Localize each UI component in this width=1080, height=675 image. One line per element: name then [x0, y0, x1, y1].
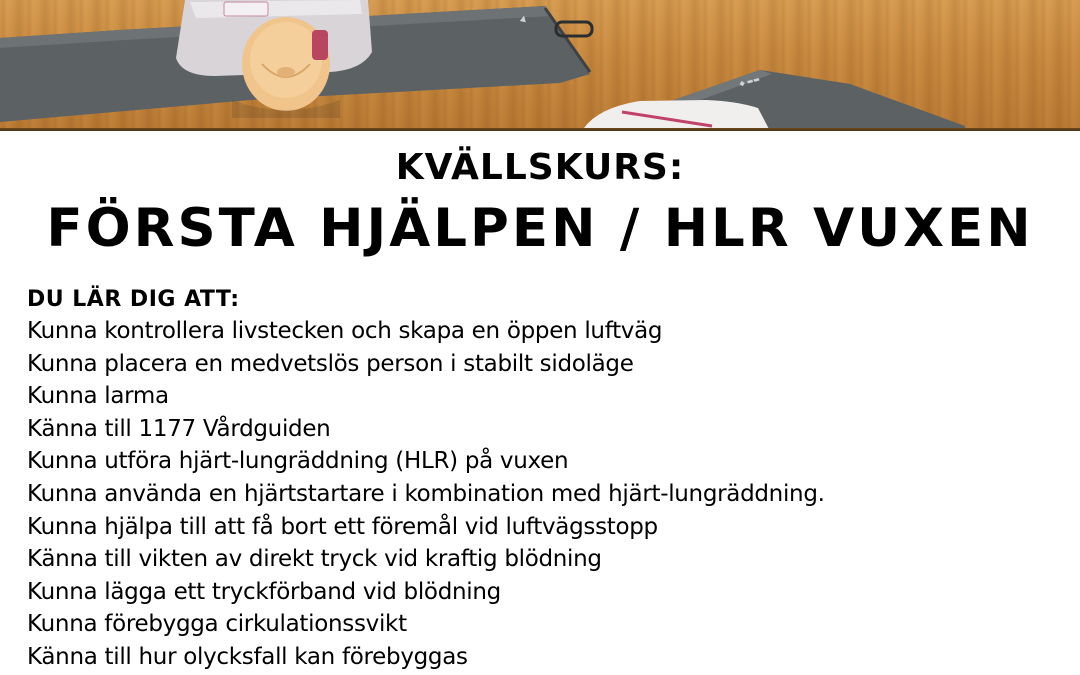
list-item: Kunna förebygga cirkulationssvikt — [27, 611, 407, 638]
svg-text:◆ ▬▬: ◆ ▬▬ — [738, 75, 761, 88]
course-type-heading: KVÄLLSKURS: — [395, 147, 685, 188]
list-item: Kunna larma — [27, 383, 169, 410]
list-item: Kunna använda en hjärtstartare i kombination med hjärt-lungräddning. — [27, 480, 825, 507]
list-item: Kunna lägga ett tryckförband vid blödning — [27, 578, 501, 605]
list-item: Känna till vikten av direkt tryck vid kraftig blödning — [27, 546, 602, 573]
list-item: Känna till hur olycksfall kan förebyggas — [27, 643, 468, 670]
cpr-manikin-second — [582, 100, 770, 131]
list-item: Kunna placera en medvetslös person i stabilt sidoläge — [27, 350, 634, 377]
banner-photo — [0, 0, 1080, 131]
list-item: Kunna utföra hjärt-lungräddning (HLR) på vuxen — [27, 448, 569, 475]
list-item: Kunna hjälpa till att få bort ett föremål vid luftvägsstopp — [27, 513, 658, 540]
learning-objectives-heading: DU LÄR DIG ATT: — [27, 287, 240, 312]
banner-edge — [0, 128, 1080, 131]
list-item: Känna till 1177 Vårdguiden — [27, 415, 331, 442]
cpr-training-illustration — [0, 0, 1080, 131]
svg-text:▲: ▲ — [519, 13, 528, 24]
learning-objectives — [27, 283, 1067, 674]
learning-objectives-list — [27, 315, 1067, 674]
course-title: FÖRSTA HJÄLPEN / HLR VUXEN — [46, 198, 1034, 259]
list-item: Kunna kontrollera livstecken och skapa en öppen luftväg — [27, 318, 663, 344]
